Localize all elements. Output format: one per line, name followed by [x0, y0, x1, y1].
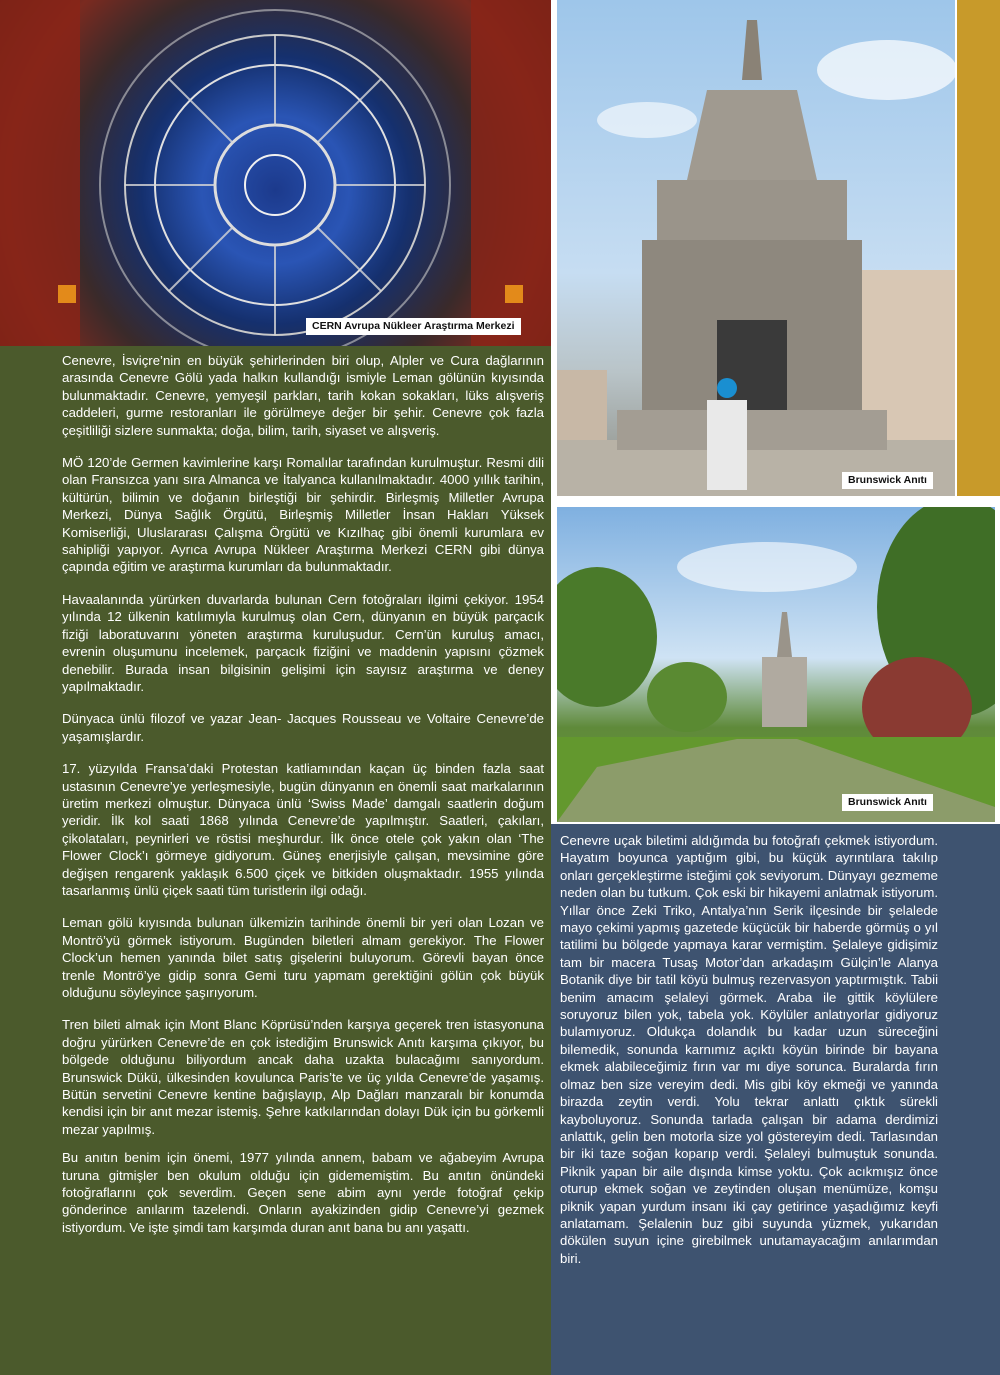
- brunswick-park-photo: [557, 507, 995, 822]
- park-illustration: [557, 507, 995, 822]
- paragraph-cern: Havaalanında yürürken duvarlarda bulunan Cern fotoğraları ilgimi çekiyor. 1954 yılında 12 ülkenin katılımıyla kurulmuş olan Cern, dünyanın en büyük parçacık fiziği laboratuvarını yöneten araştırma kuruluşudur. Cern’ün kuruluş amacı, evrenin oluşumunu incelemek, parçacık fiziğini ve maddenin yapısını çözmek denebilir. Burada insan bilgisinin gelişimi için sayısız araştırma ve deney yapılmaktadır.: [62, 591, 544, 694]
- paragraph-waterfall-story: Cenevre uçak biletimi aldığımda bu fotoğrafı çekmek istiyordum. Hayatım boyunca yaptığım gibi, bu küçük ayrıntılara takılıp onları gerçekleştirme isteğimi çok seviyorum. Dünyayı gezmeme neden olan bu tutkum. Çok eski bir hikayemi anlatmak istiyorum. Yıllar önce Zeki Triko, Antalya’nın Serik ilçesinde bir şelalede mayo çekimi yapmış gazetede küçücük bir haberde görmüş o yıl tatilimi bu bölgede yapmaya karar vermiştim. Şelaleye gidişimiz tam bir macera Tusaş Motor’dan arkadaşım Gülçin’le Alanya Botanik diye bir tatil köyü bulmuş rezervasyon yaptırmıştık. Tabii benim amacım şelaleyi görmek. Araba ile gittik köylülere soruyoruz bilen yok, tabela yok. Köylüler anlatıyorlar gidiyoruz bulamıyoruz. Oldukça dolandık bu kadar uzun süreceğini bilemedik, sonunda karnımız açıktı köyün birinde bir bayana ekmek alabileceğimiz fırın var mı diye sorunca. Buralarda fırın olmaz ben size vereyim dedi. Mis gibi köy ekmeği ve yanında birazda zeytin verdi. Yolu tekrar anlattı çıktık sürekli kayboluyoruz. Sonunda tarlada çalışan bir adama derdimizi anlattık, gelin ben motorla size yol göstereyim dedi. Tarlasından bir iki taze soğan koparıp verdi. Şelaleyi bulmuştuk sonunda. Piknik yapan bir aile dışında kimse yoktu. Çok acıkmışız önce oturup ekmek soğan ve zeytinden oluşan menümüze, komşu piknik yapan yurdum insanı iki çay getirince yaşadığımız keyfi anlatamam. Şelalenin buz gibi suyunda yüzmek, yukarıdan dökülen suyun içine girebilmek unutamayacağım anılarımdan biri.: [560, 833, 938, 1266]
- brunswick-monument-illustration: [557, 0, 955, 496]
- paragraph-brunswick: Tren bileti almak için Mont Blanc Köprüsü’nden karşıya geçerek tren istasyonuna doğru yürürken Cenevre’de en çok istediğim Brunswick Anıtı karşıma çıkıyor, bu bölgede olduğunu biliyordum ancak daha uzakta bulacağımı sanıyordum. Brunswick Dükü, ülkesinden kovulunca Paris’te ve üç yılda Cenevre’de yaşamış. Bütün servetini Cenevre kentine bağışlayıp, Alp Dağları manzaralı bir konumda kendisi için bir anıt mezar istemiş. Şehre katkılarından dolayı Dük için bu görkemli mezar yapılmış.: [62, 1017, 544, 1137]
- cern-detector-illustration: [0, 0, 551, 346]
- paragraph-lausanne-montreux: Leman gölü kıyısında bulunan ülkemizin tarihinde önemli bir yeri olan Lozan ve Montrö’yü görmek istiyorum. Bugünden biletleri almam gerekiyor. The Flower Clock’un hemen yanında bilet satış gişelerini buluyorum. Görevli bayan önce trenle Montrö’ye gidip sonra Gemi turu yapmam gerektiğini gölün çok büyük olduğunu söyleyince şaşırıyorum.: [62, 915, 544, 1000]
- park-photo-caption: Brunswick Anıtı: [842, 794, 933, 811]
- cern-photo-caption: CERN Avrupa Nükleer Araştırma Merkezi: [306, 318, 521, 335]
- cern-photo: [0, 0, 551, 346]
- accent-bar: [957, 0, 1000, 496]
- left-article-column: [62, 352, 544, 1251]
- right-article-column: [560, 832, 938, 1282]
- paragraph-history: MÖ 120’de Germen kavimlerine karşı Romalılar tarafından kurulmuştur. Resmi dili olan Fransızca yanı sıra Almanca ve İtalyanca kullanılmaktadır. 4000 yıllık tarihin, kültürün, bilimin ve doğanın birleştiği bir şehirdir. Birleşmiş Milletler Avrupa Merkezi, Dünya Sağlık Örgütü, Birleşmiş Milletler İnsan Hakları Yüksek Komiserliği, Uluslararası Çalışma Örgütü ve Kızılhaç gibi önemli kurumlara ev sahipliği yapıyor. Ayrıca Avrupa Nükleer Araştırma Merkezi CERN gibi dünya çapında eğitim ve araştırma kurumları da bulunmaktadır.: [62, 455, 544, 575]
- brunswick-photo-caption: Brunswick Anıtı: [842, 472, 933, 489]
- paragraph-geneva-intro: Cenevre, İsviçre’nin en büyük şehirlerinden biri olup, Alpler ve Cura dağlarının arasında Cenevre Gölü yada halkın kullandığı ismiyle Leman gölünün kıyısında bulunmaktadır. Cenevre, yemyeşil parkları, tarih kokan sokakları, lüks alışveriş caddeleri, gurme restoranları ile görülmeye değer bir şehir. Cenevre çok fazla çeşitliliği sizlere sunmakta; doğa, bilim, tarih, siyaset ve alışveriş.: [62, 353, 544, 438]
- brunswick-monument-photo: [557, 0, 955, 496]
- paragraph-watchmaking: 17. yüzyılda Fransa’daki Protestan katliamından kaçan üç binden fazla saat ustasının Cenevre’ye yerleşmesiyle, bugün dünyanın en önemli saat markalarının üretim merkezi olmuştur. Dünyaca ünlü ‘Swiss Made’ damgalı saatlerin doğum yeridir. İlk kol saati 1868 yılında Cenevre’de yapılmıştır. Saatleri, çakıları, çikolataları, peynirleri ve röstisi meşhurdur. İlk önce otele çok yakın olan ‘The Flower Clock’ı görmeye gidiyorum. Güneş enerjisiyle çalışan, mevsimine göre değişen rengarenk yaklaşık 6.500 çiçek ve bitkiden oluşmaktadır. 1955 yılında tasarlanmış ünlü çiçek saati tüm turistlerin ilgi odağı.: [62, 761, 544, 898]
- paragraph-memories: Bu anıtın benim için önemi, 1977 yılında annem, babam ve ağabeyim Avrupa turuna gitmişler ben okulum olduğu için gidememiştim. Bu anıtın önündeki fotoğraflarını çok severdim. Geçen sene abim aynı yerde fotoğraf çekip gönderince anılarım tazelendi. Onların ayakizinden gidip Cenevre’yi gezmek istiyordum. Ve işte şimdi tam karşımda duran anıt bana bu anı yaşattı.: [62, 1150, 544, 1235]
- paragraph-rousseau-voltaire: Dünyaca ünlü filozof ve yazar Jean- Jacques Rousseau ve Voltaire Cenevre’de yaşamışlardır.: [62, 711, 544, 744]
